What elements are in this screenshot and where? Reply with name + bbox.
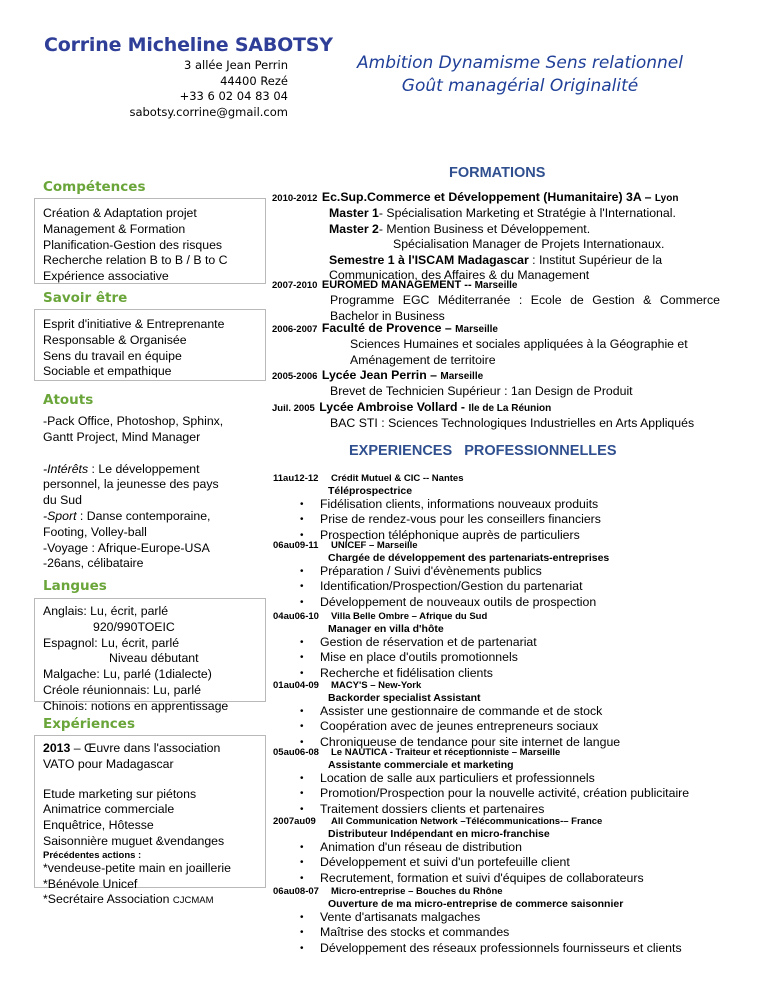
experience-header [273, 747, 560, 758]
formation-date: 2010-2012 [272, 193, 318, 204]
experiences-side-title: Expériences [43, 716, 135, 732]
experience-task: • Vente d'artisanats malgaches [300, 910, 750, 925]
competence-item: Planification-Gestion des risques [43, 237, 223, 252]
atouts-title: Atouts [43, 392, 94, 408]
experience-header [273, 886, 503, 897]
experience-task: • Recrutement, formation et suivi d'équipes de collaborateurs [300, 871, 750, 886]
motto-line: Ambition Dynamisme Sens relationnel [357, 53, 683, 73]
experience-task: • Promotion/Prospection pour la nouvelle activité, création publicitaire [300, 786, 750, 801]
address-street: 3 allée Jean Perrin [183, 58, 288, 72]
experience-role: Chargée de développement des partenariats-entreprises [328, 552, 610, 564]
experience-header [273, 816, 602, 827]
competence-item: Management & Formation [43, 221, 186, 236]
experience-date: 06au08-07 [273, 886, 319, 897]
langue-item: Niveau débutant [109, 651, 199, 666]
contact-block [120, 58, 288, 120]
experience-task: • Développement et suivi d'un portefeuille client [300, 855, 750, 870]
experience-task: • Prise de rendez-vous pour les conseillers financiers [300, 512, 750, 527]
experience-task: • Identification/Prospection/Gestion du partenariat [300, 579, 750, 594]
sport-label: -Sport [43, 508, 77, 523]
experience-tasks [300, 771, 750, 817]
experience-date: 11au12-12 [273, 473, 319, 484]
experience-role: Backorder specialist Assistant [328, 692, 481, 704]
competence-item: Recherche relation B to B / B to C [43, 253, 228, 268]
exp-side-item: Etude marketing sur piétons [43, 786, 197, 801]
experience-organisation: UNICEF – Marseille [331, 540, 418, 551]
competences-title: Compétences [43, 179, 146, 195]
experience-role: Manager en villa d'hôte [328, 623, 444, 635]
phone-number: +33 6 02 04 83 04 [179, 89, 288, 103]
experience-organisation: Crédit Mutuel & CIC -- Nantes [331, 473, 464, 484]
formation-item: Juil. 2005 Lycée Ambroise Vollard - Ile de La Réunion BAC STI : Sciences Technologiques Industrielles en Arts Appliqués [272, 400, 695, 430]
experience-tasks [300, 564, 750, 610]
experience-task: • Assister une gestionnaire de commande et de stock [300, 704, 750, 719]
email-address: sabotsy.corrine@gmail.com [129, 104, 288, 119]
atouts-line: -Pack Office, Photoshop, Sphinx, [43, 414, 224, 428]
exp-year: 2013 [43, 741, 71, 755]
formation-date: 2006-2007 [272, 324, 318, 335]
experience-organisation: Villa Belle Ombre – Afrique du Sud [331, 611, 488, 622]
precedentes-label: Précédentes actions : [43, 849, 142, 861]
experience-task: • Animation d'un réseau de distribution [300, 840, 750, 855]
savoir-item: Sociable et empathique [43, 364, 172, 379]
experience-task: • Prospection téléphonique auprès de particuliers [300, 528, 750, 543]
experience-header [273, 611, 487, 622]
formation-school: Ec.Sup.Commerce et Développement (Humanitaire) 3A – [321, 190, 655, 204]
experience-tasks [300, 635, 750, 681]
formation-date: 2007-2010 [272, 280, 318, 291]
experience-task: • Coopération avec de jeunes entrepreneurs sociaux [300, 719, 750, 734]
formation-school: Lycée Ambroise Vollard - [319, 400, 469, 414]
savoir-etre-title: Savoir être [43, 290, 128, 306]
formation-item: 2010-2012 Ec.Sup.Commerce et Développement (Humanitaire) 3A – Lyon Master 1- Spécialisation Marketing et Stratégie à l'International. Master 2- Mention Business et Développement. Spécialisation Manager de Projets Internationaux. Semestre 1 à l'ISCAM Madagascar : Institut Supérieur de la Communication, des Affaires & du Management [272, 190, 679, 282]
savoir-etre-box [34, 309, 266, 381]
experience-task: • Préparation / Suivi d'évènements publics [300, 564, 750, 579]
motto [330, 52, 710, 98]
experience-role: Téléprospectrice [328, 485, 413, 497]
experience-header [273, 680, 421, 691]
experience-date: 06au09-11 [273, 540, 319, 551]
atouts-line: Gantt Project, Mind Manager [43, 429, 201, 444]
langue-item: 920/990TOEIC [93, 619, 175, 634]
langues-title: Langues [43, 578, 107, 594]
age-line: -26ans, célibataire [43, 556, 144, 571]
formation-school: Lycée Jean Perrin – [321, 368, 441, 382]
experience-tasks [300, 910, 750, 956]
atouts-block: -Pack Office, Photoshop, Sphinx, Gantt Project, Mind Manager -Intérêts : Le développement personnel, la jeunesse des pays du Sud -Sport : Danse contemporaine, Footing, Volley-ball -Voyage : Afrique-Europe-USA -26ans, célibataire [43, 414, 268, 572]
interets-label: -Intérêts [43, 461, 89, 476]
langue-item: Espagnol: Lu, écrit, parlé [43, 635, 180, 650]
voyage-line: -Voyage : Afrique-Europe-USA [43, 540, 210, 555]
savoir-item: Esprit d'initiative & Entreprenante [43, 317, 225, 331]
experience-tasks [300, 840, 750, 886]
experience-role: Distributeur Indépendant en micro-franchise [328, 828, 550, 840]
candidate-name: Corrine Micheline SABOTSY [44, 34, 333, 56]
experience-date: 01au04-09 [273, 680, 319, 691]
langue-item: Anglais: Lu, écrit, parlé [43, 604, 169, 618]
exp-side-item: Saisonnière muguet &vendanges [43, 833, 225, 848]
experience-role: Ouverture de ma micro-entreprise de commerce saisonnier [328, 898, 624, 910]
formation-item: 2005-2006 Lycée Jean Perrin – Marseille Brevet de Technicien Supérieur : 1an Design de Produit [272, 368, 633, 398]
langue-item: Créole réunionnais: Lu, parlé [43, 682, 201, 697]
formation-date: 2005-2006 [272, 371, 318, 382]
experiences-title: EXPERIENCES PROFESSIONNELLES [349, 443, 617, 459]
experience-organisation: Le NAUTICA - Traiteur et réceptionniste – Marseille [331, 747, 561, 758]
experience-role: Assistante commerciale et marketing [328, 759, 514, 771]
experience-task: • Mise en place d'outils promotionnels [300, 650, 750, 665]
action-item: *Secrétaire Association CJCMAM [43, 892, 214, 907]
experience-organisation: All Communication Network –Télécommunications-– France [331, 816, 603, 827]
savoir-item: Responsable & Organisée [43, 332, 187, 347]
competence-item: Création & Adaptation projet [43, 206, 197, 220]
formation-school: EUROMED MANAGEMENT -- [321, 279, 475, 291]
experience-task: • Développement de nouveaux outils de prospection [300, 595, 750, 610]
experience-task: • Gestion de réservation et de partenariat [300, 635, 750, 650]
experience-date: 2007au09 [273, 816, 316, 827]
formation-date: Juil. 2005 [272, 403, 315, 414]
competence-item: Expérience associative [43, 269, 169, 284]
experience-tasks [300, 704, 750, 750]
savoir-item: Sens du travail en équipe [43, 348, 182, 363]
action-item: *Bénévole Unicef [43, 876, 138, 891]
langues-box [34, 598, 266, 713]
address-city: 44400 Rezé [220, 73, 288, 88]
formations-title: FORMATIONS [449, 165, 546, 181]
experience-task: • Recherche et fidélisation clients [300, 666, 750, 681]
experience-header [273, 540, 418, 551]
experience-date: 04au06-10 [273, 611, 319, 622]
experience-task: • Maîtrise des stocks et commandes [300, 925, 750, 940]
experience-task: • Développement des réseaux professionnels fournisseurs et clients [300, 941, 750, 956]
action-item: *vendeuse-petite main en joaillerie [43, 860, 231, 875]
experience-task: • Fidélisation clients, informations nouveaux produits [300, 497, 750, 512]
experience-task: • Chroniqueuse de tendance pour site internet de langue [300, 735, 750, 750]
competences-box [34, 198, 266, 284]
experience-organisation: MACY'S – New-York [331, 680, 422, 691]
experience-organisation: Micro-entreprise – Bouches du Rhône [331, 886, 503, 897]
experience-date: 05au06-08 [273, 747, 319, 758]
exp-side-item: Animatrice commerciale [43, 802, 175, 817]
experience-tasks [300, 497, 750, 543]
formation-item: 2006-2007 Faculté de Provence – Marseille Sciences Humaines et sociales appliquées à la Géographie et Aménagement de territoire [272, 321, 688, 367]
langue-item: Chinois: notions en apprentissage [43, 698, 229, 713]
exp-side-item: Enquêtrice, Hôtesse [43, 818, 154, 833]
formation-school: Faculté de Provence – [321, 321, 456, 335]
experience-task: • Location de salle aux particuliers et professionnels [300, 771, 750, 786]
formation-item: 2007-2010 EUROMED MANAGEMENT -- Marseille Programme EGC Méditerranée : Ecole de Gestion & Commerce Bachelor in Business [272, 279, 720, 323]
experience-task: • Traitement dossiers clients et partenaires [300, 802, 750, 817]
motto-line: Goût managérial Originalité [401, 76, 639, 96]
experiences-side-box: 2013 – Œuvre dans l'association VATO pour Madagascar Etude marketing sur piétons Animatrice commerciale Enquêtrice, Hôtesse Saisonnière muguet &vendanges Précédentes actions : *vendeuse-petite main en joaillerie *Bénévole Unicef *Secrétaire Association CJCMAM [34, 735, 266, 888]
experience-header [273, 473, 463, 484]
langue-item: Malgache: Lu, parlé (1dialecte) [43, 667, 212, 682]
